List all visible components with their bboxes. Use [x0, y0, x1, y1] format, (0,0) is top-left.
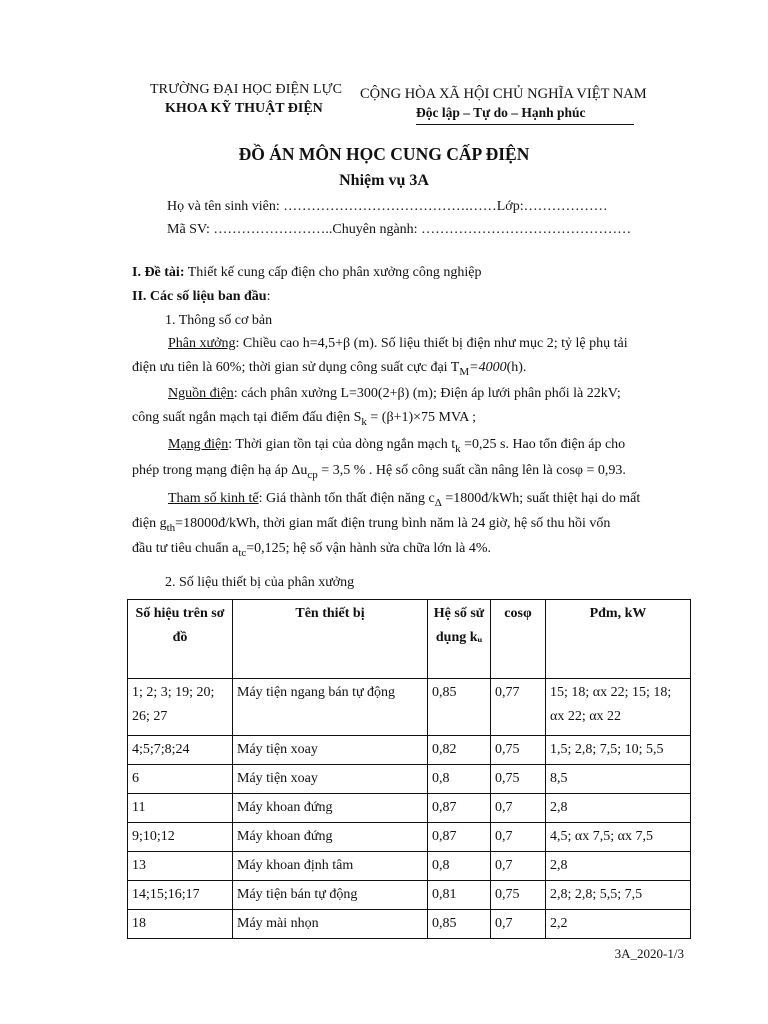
para-economic-text4: =18000đ/kWh, thời gian mất điện trung bình năm là 24 giờ, hệ số thu hồi vốn	[175, 516, 611, 531]
item-equipment-data: 2. Số liệu thiết bị của phân xưởng	[165, 575, 355, 590]
para-network-label: Mạng điện	[168, 437, 229, 452]
table-cell: Máy mài nhọn	[233, 910, 428, 939]
table-cell: 18	[128, 910, 233, 939]
para-economic-text1: : Giá thành tổn thất điện năng c	[258, 491, 435, 506]
table-cell: 2,8	[546, 794, 691, 823]
table-cell: 0,87	[428, 823, 491, 852]
table-row	[128, 852, 691, 881]
atc-subscript: tc	[238, 546, 247, 559]
national-motto: Độc lập – Tự do – Hạnh phúc	[416, 105, 586, 120]
table-cell: 0,8	[428, 852, 491, 881]
table-cell: 0,87	[428, 794, 491, 823]
para-economic-text5: đầu tư tiêu chuẩn a	[132, 541, 239, 556]
ucp-subscript: cp	[307, 468, 318, 481]
table-cell: 0,7	[491, 852, 546, 881]
motto-underline	[416, 124, 634, 125]
para-source-line1	[168, 386, 724, 402]
para-workshop-line1	[168, 336, 724, 352]
header-cell: Số hiệu trên sơ đồ	[128, 600, 233, 679]
item-basic-params: 1. Thông số cơ bản	[165, 313, 273, 328]
table-cell: 0,81	[428, 881, 491, 910]
table-cell: 6	[128, 765, 233, 794]
para-source-text3: = (β+1)×75 MVA ;	[366, 410, 477, 425]
national-title: CỘNG HÒA XÃ HỘI CHỦ NGHĨA VIỆT NAM	[360, 86, 647, 102]
table-cell: 0,75	[491, 736, 546, 765]
para-network-line1	[168, 437, 724, 455]
document-subtitle: Nhiệm vụ 3A	[339, 172, 429, 189]
sk-subscript: k	[361, 415, 367, 428]
para-economic-text2: =1800đ/kWh; suất thiệt hại do mất	[441, 491, 641, 506]
table-cell: Máy khoan đứng	[233, 794, 428, 823]
table-cell: 8,5	[546, 765, 691, 794]
table-cell: 0,85	[428, 679, 491, 736]
para-workshop-text2: điện ưu tiên là 60%; thời gian sử dụng công suất cực đại T	[132, 360, 460, 375]
table-cell: 4,5; αx 7,5; αx 7,5	[546, 823, 691, 852]
para-workshop-tm-value: =4000	[469, 360, 507, 375]
table-cell: Máy khoan đứng	[233, 823, 428, 852]
faculty-name: KHOA KỸ THUẬT ĐIỆN	[165, 101, 323, 116]
section-initial-data-label: II. Các số liệu ban đầu	[132, 289, 267, 304]
table-cell: 0,75	[491, 881, 546, 910]
table-cell: 0,7	[491, 794, 546, 823]
table-row	[128, 794, 691, 823]
table-cell: 0,77	[491, 679, 546, 736]
section-initial-data-colon: :	[266, 289, 271, 304]
table-cell: 2,2	[546, 910, 691, 939]
table-header-row	[128, 600, 691, 679]
header-cell: Hệ số sử dụng kᵤ	[428, 600, 491, 679]
table-cell: Máy tiện xoay	[233, 736, 428, 765]
table-cell: 15; 18; αx 22; 15; 18; αx 22; αx 22	[546, 679, 691, 736]
header-cell: cosφ	[491, 600, 546, 679]
table-row	[128, 736, 691, 765]
tm-subscript: M	[459, 365, 470, 378]
table-row	[128, 823, 691, 852]
para-economic-line1	[168, 491, 724, 509]
para-economic-line3	[132, 541, 688, 559]
tk-subscript: k	[455, 442, 461, 455]
para-network-line2	[132, 463, 688, 481]
table-cell: Máy tiện xoay	[233, 765, 428, 794]
table-row	[128, 881, 691, 910]
table-cell: 0,85	[428, 910, 491, 939]
section-initial-data	[132, 289, 270, 305]
para-source-text1: : cách phân xưởng L=300(2+β) (m); Điện áp lưới phân phối là 22kV;	[233, 386, 621, 401]
gth-subscript: th	[166, 521, 176, 534]
table-row	[128, 765, 691, 794]
para-workshop-line2	[132, 360, 688, 378]
table-cell: 9;10;12	[128, 823, 233, 852]
para-network-text2: =0,25 s. Hao tổn điện áp cho	[460, 437, 626, 452]
page-footer: 3A_2020-1/3	[614, 946, 684, 961]
table-row	[128, 910, 691, 939]
para-network-text3: phép trong mạng điện hạ áp Δu	[132, 463, 308, 478]
table-cell: 0,8	[428, 765, 491, 794]
table-cell: 1; 2; 3; 19; 20; 26; 27	[128, 679, 233, 736]
table-cell: 4;5;7;8;24	[128, 736, 233, 765]
table-cell: 0,82	[428, 736, 491, 765]
table-cell: 13	[128, 852, 233, 881]
student-id-line: Mã SV: ……………………..Chuyên ngành: ………………………………………	[167, 222, 632, 237]
table-cell: 0,7	[491, 823, 546, 852]
para-source-label: Nguồn điện	[168, 386, 234, 401]
para-workshop-label: Phân xưởng	[168, 336, 236, 351]
para-network-text1: : Thời gian tồn tại của dòng ngắn mạch t	[228, 437, 456, 452]
section-topic-text: Thiết kế cung cấp điện cho phân xưởng công nghiệp	[184, 265, 482, 280]
section-topic	[132, 265, 482, 281]
para-economic-line2	[132, 516, 688, 534]
para-workshop-text1: : Chiều cao h=4,5+β (m). Số liệu thiết bị điện như mục 2; tỷ lệ phụ tải	[235, 336, 628, 351]
header-cell: Tên thiết bị	[233, 600, 428, 679]
table-cell: 0,75	[491, 765, 546, 794]
table-cell: 14;15;16;17	[128, 881, 233, 910]
table-cell: 2,8	[546, 852, 691, 881]
table-cell: 11	[128, 794, 233, 823]
student-name-line: Họ và tên sinh viên: ………………………………….……Lớp:………………	[167, 199, 608, 214]
document-title: ĐỒ ÁN MÔN HỌC CUNG CẤP ĐIỆN	[238, 144, 530, 164]
table-cell: 0,7	[491, 910, 546, 939]
para-workshop-text3: (h).	[506, 360, 527, 375]
table-cell: 1,5; 2,8; 7,5; 10; 5,5	[546, 736, 691, 765]
para-economic-label: Tham số kinh tế	[168, 491, 259, 506]
table-cell: Máy tiện bán tự động	[233, 881, 428, 910]
para-economic-text3: điện g	[132, 516, 167, 531]
para-economic-text6: =0,125; hệ số vận hành sửa chữa lớn là 4%.	[246, 541, 491, 556]
header-cell: Pđm, kW	[546, 600, 691, 679]
table-cell: 2,8; 2,8; 5,5; 7,5	[546, 881, 691, 910]
c-delta-subscript: Δ	[434, 496, 442, 509]
section-topic-label: I. Đề tài:	[132, 265, 185, 280]
university-name: TRƯỜNG ĐẠI HỌC ĐIỆN LỰC	[150, 82, 343, 97]
equipment-table	[127, 599, 691, 939]
table-cell: Máy khoan định tâm	[233, 852, 428, 881]
para-source-text2: công suất ngắn mạch tại điểm đấu điện S	[132, 410, 362, 425]
para-network-text4: = 3,5 % . Hệ số công suất cần nâng lên là cosφ = 0,93.	[317, 463, 626, 478]
table-cell: Máy tiện ngang bán tự động	[233, 679, 428, 736]
table-row	[128, 679, 691, 736]
para-source-line2	[132, 410, 688, 428]
